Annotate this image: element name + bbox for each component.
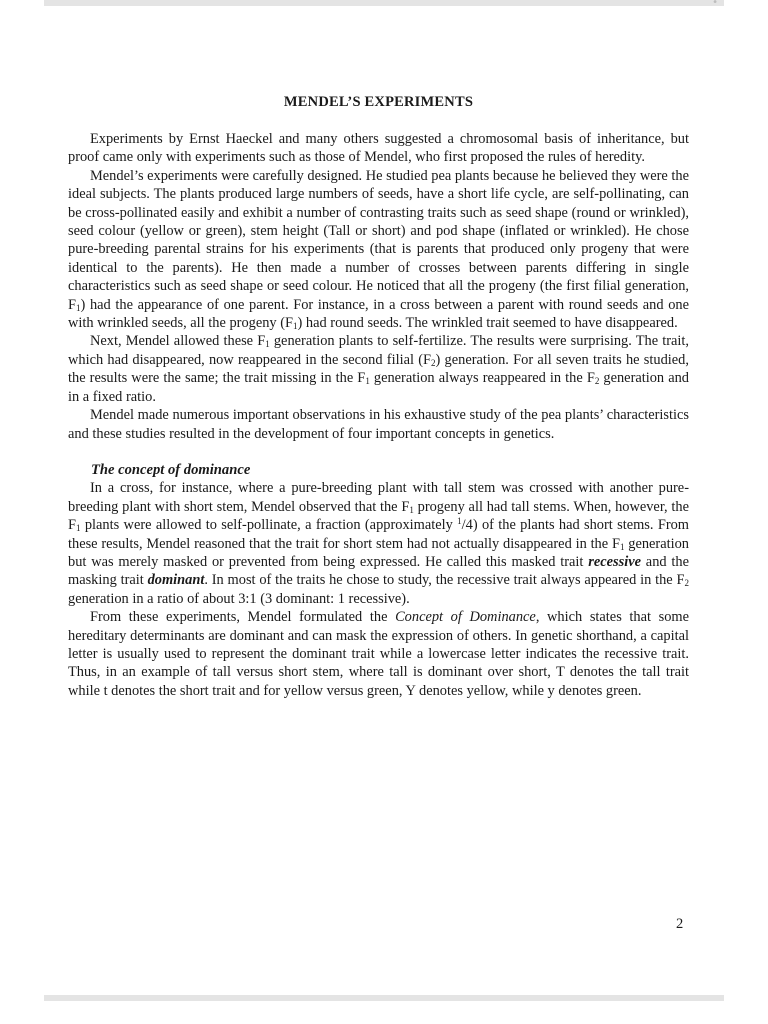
bottom-divider	[44, 995, 724, 1001]
paragraph-intro: Experiments by Ernst Haeckel and many others suggested a chromosomal basis of inheritance, but proof came only with experiments such as those of Mendel, who first proposed the rules of heredity.	[68, 131, 689, 166]
page-number: 2	[676, 916, 684, 932]
section-heading-dominance: The concept of dominance	[91, 461, 251, 478]
paragraph-cross: In a cross, for instance, where a pure-breeding plant with tall stem was crossed with another pure-breeding plant with short stem, Mendel observed that the $F_1$ progeny all had tall stems. When, however, the $F_1$ plants were allowed to self-pollinate, a fraction (approximately $^1$/4) of the plants had short stems. From these results, Mendel reasoned that the trait for short stem had not actually disappeared in the $F_1$ generation but was merely masked or prevented from being expressed. He called this masked trait recessive and the masking trait dominant. In most of the traits he chose to study, the recessive trait always appeared in the $F_2$ generation in a ratio of about 3:1 (3 dominant: 1 recessive).	[68, 480, 690, 607]
paragraph-observations: Mendel made numerous important observations in his exhaustive study of the pea plants’ characteristics and these studies resulted in the development of four important concepts in genetics.	[68, 407, 689, 442]
paragraph-experiments: Mendel’s experiments were carefully designed. He studied pea plants because he believed they were the ideal subjects. The plants produced large numbers of seeds, have a short life cycle, are self-pollinating, can be cross-pollinated easily and exhibit a number of contrasting traits such as seed shape (round or wrinkled), seed colour (yellow or green), stem height (Tall or short) and pod shape (inflated or wrinkled). He chose pure-breeding parental strains for his experiments (that is parents that produced only progeny that were identical to the parents). He then made a number of crosses between parents differing in single characteristics such as seed shape or seed colour. He noticed that all the progeny (the first filial generation, $F_1$) had the appearance of one parent. For instance, in a cross between a parent with round seeds and one with wrinkled seeds, all the progeny $(F_1)$ had round seeds. The wrinkled trait seemed to have disappeared.	[68, 167, 689, 332]
paragraph-concept: From these experiments, Mendel formulated the Concept of Dominance, which states that some hereditary determinants are dominant and can mask the expression of others. In genetic shorthand, a capital letter is usually used to represent the dominant trait while a lowercase letter indicates the recessive trait. Thus, in an example of tall versus short stem, where tall is dominant over short, T denotes the tall trait while t denotes the short trait and for yellow versus green, Y denotes yellow, while y denotes green.	[68, 609, 689, 699]
paragraph-next: Next, Mendel allowed these $F_1$ generation plants to self-fertilize. The results were surprising. The trait, which had disappeared, now reappeared in the second filial $(F_2)$ generation. For all seven traits he studied, the results were the same; the trait missing in the $F_1$ generation always reappeared in the $F_2$ generation and in a fixed ratio.	[68, 333, 690, 405]
scroll-indicator-icon: •	[712, 0, 718, 8]
top-divider	[44, 0, 724, 6]
document-page	[68, 94, 689, 700]
page-title: MENDEL’S EXPERIMENTS	[283, 94, 474, 110]
